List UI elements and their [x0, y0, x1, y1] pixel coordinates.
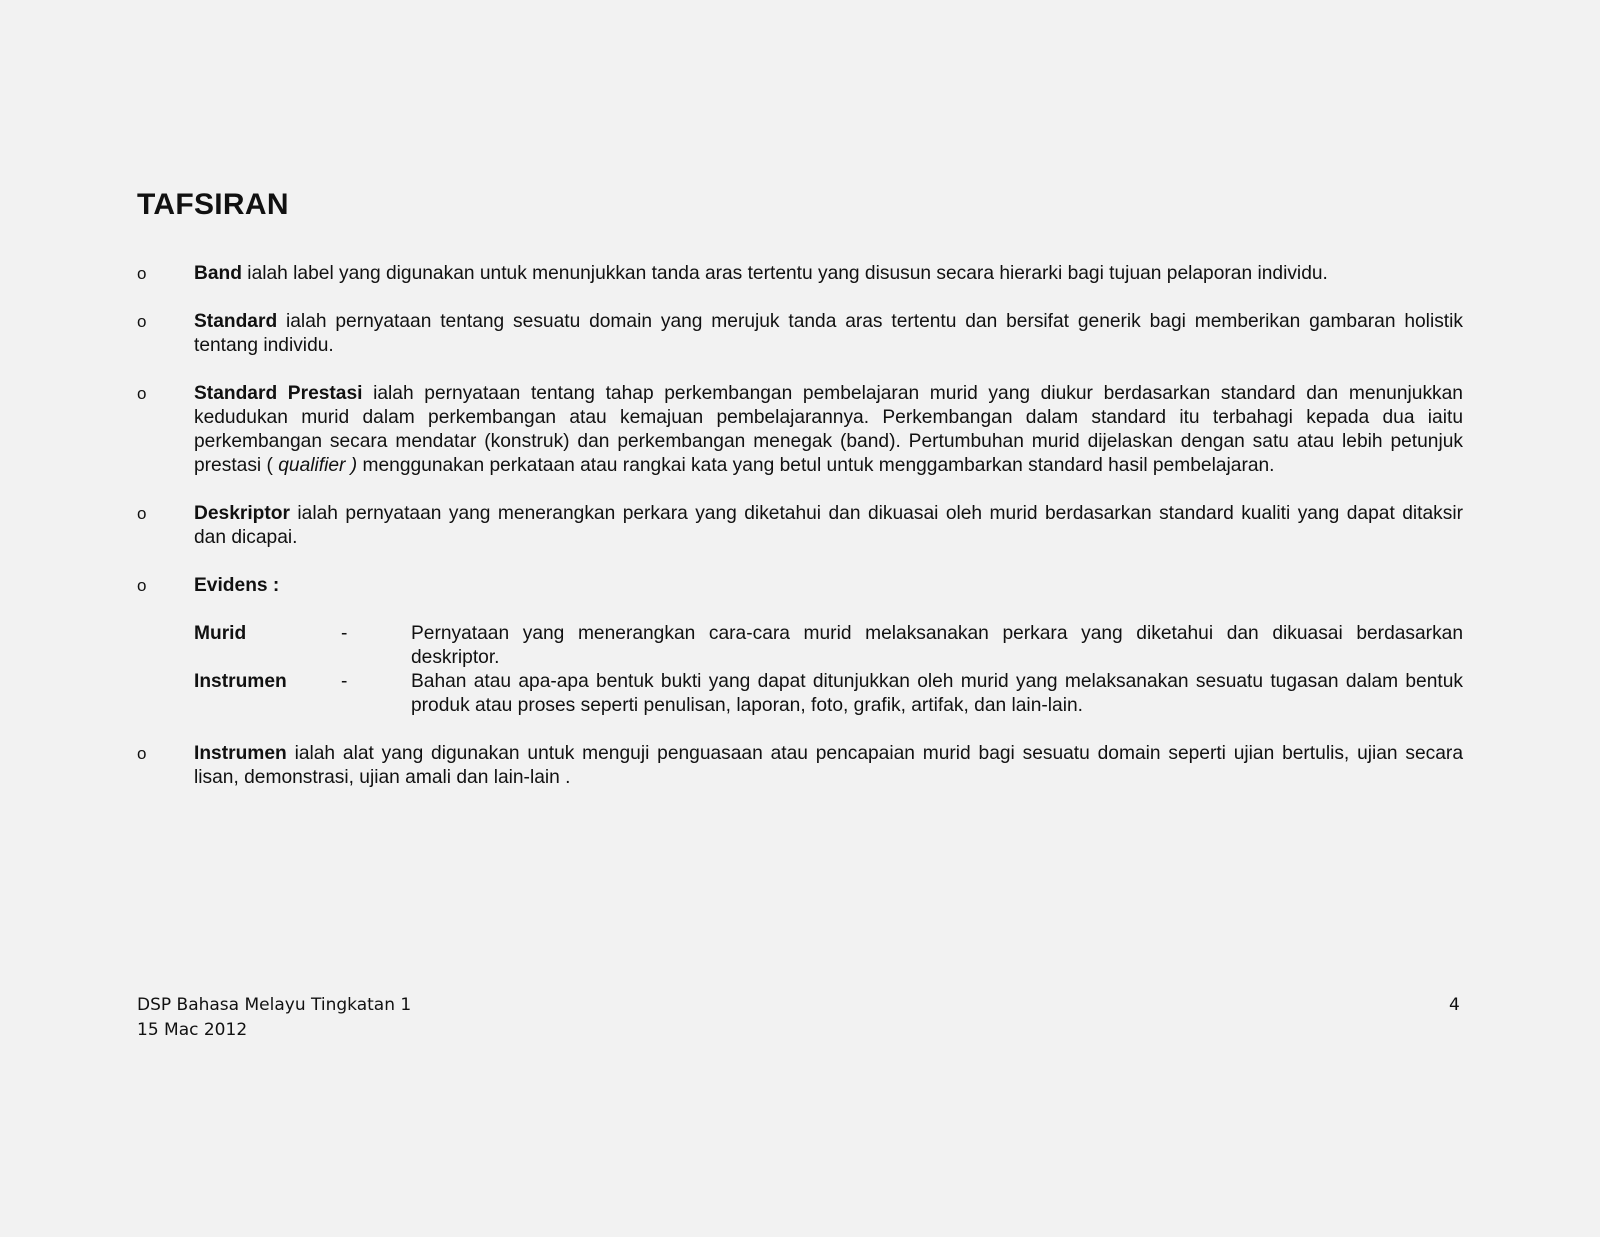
bullet-icon: o	[137, 384, 147, 403]
definition-text	[194, 382, 1463, 478]
definition-body: ialah pernyataan yang menerangkan perkara yang diketahui dan dikuasai oleh murid berdasarkan standard kualiti yang dapat ditaksir dan dicapai.	[194, 503, 1463, 548]
evidens-dash: -	[341, 671, 348, 692]
definition-item-standard	[137, 310, 1463, 358]
definition-term: Standard	[194, 311, 278, 332]
evidens-definition: Pernyataan yang menerangkan cara-cara murid melaksanakan perkara yang diketahui dan dikuasai berdasarkan deskriptor.	[411, 623, 1463, 668]
definition-term: Band	[194, 263, 242, 284]
definition-body: ialah alat yang digunakan untuk menguji penguasaan atau pencapaian murid bagi sesuatu domain seperti ujian bertulis, ujian secara lisan, demonstrasi, ujian amali dan lain-lain .	[194, 743, 1463, 788]
definition-item-band	[137, 262, 1463, 286]
definition-term: Deskriptor	[194, 503, 290, 524]
evidens-term: Instrumen	[194, 671, 287, 692]
footer-date: 15 Mac 2012	[137, 1020, 248, 1040]
page-footer	[137, 993, 411, 1043]
evidens-term: Murid	[194, 623, 247, 644]
bullet-icon: o	[137, 264, 147, 283]
definition-italic: qualifier )	[278, 455, 358, 476]
evidens-table	[194, 622, 1463, 718]
definition-body: ialah pernyataan tentang tahap perkembangan pembelajaran murid yang diukur berdasarkan standard dan menunjukkan kedudukan murid dalam perkembangan atau kemajuan pembelajarannya. Perkembangan dalam standard itu terbahagi kepada dua iaitu perkembangan secara mendatar (konstruk) dan perkembangan menegak (band). Pertumbuhan murid dijelaskan dengan satu atau lebih petunjuk prestasi (	[194, 383, 1463, 476]
definition-term: Standard Prestasi	[194, 383, 363, 404]
page-title: TAFSIRAN	[137, 188, 289, 221]
page-number: 4	[1449, 995, 1460, 1015]
definition-body-end: menggunakan perkataan atau rangkai kata yang betul untuk menggambarkan standard hasil pembelajaran.	[357, 455, 1275, 476]
evidens-row-murid	[194, 622, 1463, 670]
definition-item-instrumen	[137, 742, 1463, 790]
definition-term: Instrumen	[194, 743, 287, 764]
bullet-icon: o	[137, 504, 147, 523]
bullet-icon: o	[137, 576, 147, 595]
definition-item-evidens	[137, 574, 1463, 718]
footer-document-title: DSP Bahasa Melayu Tingkatan 1	[137, 995, 412, 1015]
definition-text	[194, 574, 1463, 598]
bullet-icon: o	[137, 312, 147, 331]
definition-text	[194, 262, 1463, 286]
bullet-icon: o	[137, 744, 147, 763]
definition-text	[194, 742, 1463, 790]
definition-body: ialah label yang digunakan untuk menunjukkan tanda aras tertentu yang disusun secara hierarki bagi tujuan pelaporan individu.	[241, 263, 1328, 284]
definition-text	[194, 502, 1463, 550]
evidens-row-instrumen	[194, 670, 1463, 718]
evidens-dash: -	[341, 623, 348, 644]
definition-text	[194, 310, 1463, 358]
definition-body: ialah pernyataan tentang sesuatu domain yang merujuk tanda aras tertentu dan bersifat generik bagi memberikan gambaran holistik tentang individu.	[194, 311, 1463, 356]
definition-item-standard-prestasi	[137, 382, 1463, 478]
definition-item-deskriptor	[137, 502, 1463, 550]
evidens-definition: Bahan atau apa-apa bentuk bukti yang dapat ditunjukkan oleh murid yang melaksanakan sesuatu tugasan dalam bentuk produk atau proses seperti penulisan, laporan, foto, grafik, artifak, dan lain-lain.	[411, 671, 1463, 716]
definition-term: Evidens :	[194, 575, 280, 596]
definition-list	[137, 262, 1463, 814]
